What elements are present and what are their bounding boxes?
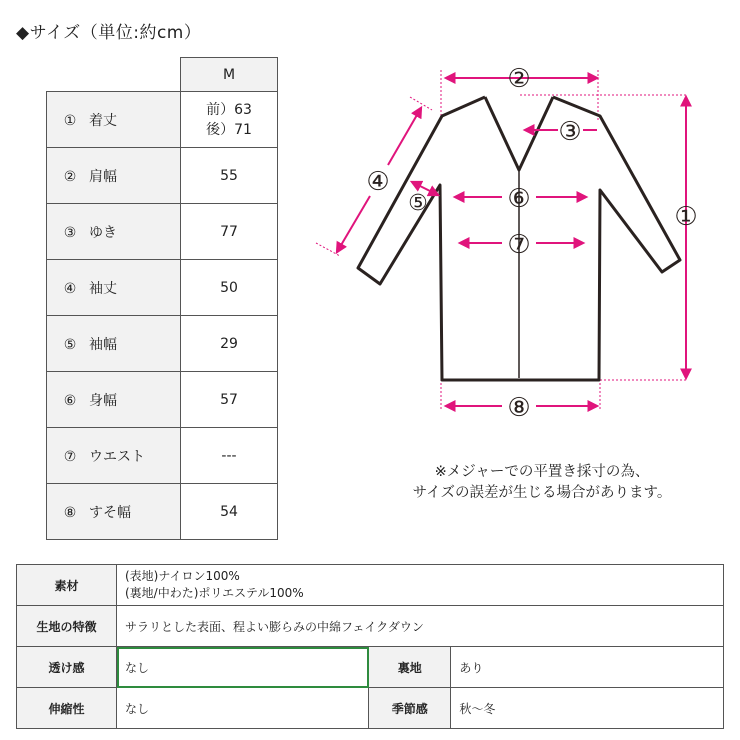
table-row: [47, 428, 278, 484]
row-number: ②: [63, 168, 77, 185]
table-row: [47, 92, 278, 148]
table-row: [47, 204, 278, 260]
row-label: ゆき: [89, 224, 117, 241]
row-label: ウエスト: [89, 448, 145, 465]
row-label: 肩幅: [89, 168, 117, 185]
row-number: ⑤: [63, 336, 77, 353]
marker-6: ⑥: [507, 184, 531, 214]
measurement-note: [372, 462, 712, 504]
season-value: 秋〜冬: [451, 688, 724, 729]
row-number: ③: [63, 224, 77, 241]
marker-2: ②: [507, 64, 531, 94]
row-value: 55: [181, 148, 278, 204]
table-row: [17, 647, 724, 688]
sheer-label: 透け感: [17, 647, 117, 688]
marker-3: ③: [558, 117, 582, 147]
row-value: 57: [181, 372, 278, 428]
row-value: 54: [181, 484, 278, 540]
table-row: [47, 484, 278, 540]
row-value: ---: [181, 428, 278, 484]
material-line-2: (裏地/中わた)ポリエステル100%: [125, 586, 304, 600]
lining-value: あり: [451, 647, 724, 688]
marker-5: ⑤: [408, 191, 428, 216]
size-header-m: M: [181, 58, 278, 92]
marker-7: ⑦: [507, 230, 531, 260]
table-corner: [47, 58, 181, 92]
row-number: ⑥: [63, 392, 77, 409]
stretch-value: なし: [117, 688, 369, 729]
row-label: 着丈: [89, 112, 117, 129]
sheer-value-cell[interactable]: なし: [117, 647, 369, 688]
size-title: ◆サイズ（単位:約cm）: [16, 23, 202, 43]
table-row: [47, 148, 278, 204]
row-value: 50: [181, 260, 278, 316]
marker-4: ④: [366, 167, 390, 197]
row-number: ⑦: [63, 448, 77, 465]
material-line-1: (表地)ナイロン100%: [125, 569, 240, 583]
note-line-1: ※メジャーでの平置き採寸の為、: [434, 464, 650, 480]
row-label: 身幅: [89, 392, 117, 409]
row-value: 77: [181, 204, 278, 260]
value-back: 後）71: [206, 121, 252, 138]
coat-illustration: [300, 60, 720, 420]
row-label: 袖幅: [89, 336, 117, 353]
fabric-table: [16, 564, 724, 729]
table-row: [47, 260, 278, 316]
lining-label: 裏地: [369, 647, 451, 688]
table-row: [47, 372, 278, 428]
stretch-label: 伸縮性: [17, 688, 117, 729]
feature-value: サラリとした表面、程よい膨らみの中綿フェイクダウン: [117, 606, 724, 647]
row-label: 袖丈: [89, 280, 117, 297]
row-number: ④: [63, 280, 77, 297]
garment-diagram: [300, 60, 720, 420]
table-row: [17, 606, 724, 647]
marker-1: ①: [674, 202, 698, 232]
table-row: [47, 316, 278, 372]
note-line-2: サイズの誤差が生じる場合があります。: [412, 485, 672, 501]
size-table: [46, 57, 278, 540]
row-number: ⑧: [63, 504, 77, 521]
row-number: ①: [63, 112, 77, 129]
material-label: 素材: [17, 565, 117, 606]
value-front: 前）63: [206, 101, 252, 118]
marker-8: ⑧: [507, 393, 531, 420]
table-row: [17, 565, 724, 606]
row-label: すそ幅: [89, 504, 131, 521]
table-row: [17, 688, 724, 729]
feature-label: 生地の特徴: [17, 606, 117, 647]
row-value: 29: [181, 316, 278, 372]
season-label: 季節感: [369, 688, 451, 729]
